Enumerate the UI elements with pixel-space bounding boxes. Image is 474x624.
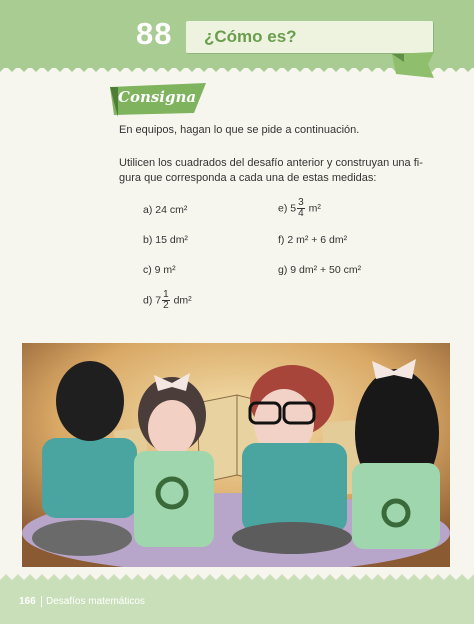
- instruction-line-3: gura que corresponda a cada una de estas medidas:: [119, 172, 377, 184]
- measure-e-numerator: 3: [298, 197, 304, 208]
- lesson-title-box: [186, 21, 433, 53]
- measure-e: [278, 198, 321, 219]
- measure-d-numerator: 1: [163, 289, 169, 300]
- measure-e-denominator: 4: [298, 208, 304, 219]
- book-title: Desafíos matemáticos: [46, 596, 145, 607]
- measure-a: a) 24 cm²: [143, 204, 188, 216]
- ribbon-tail-icon: [392, 52, 436, 80]
- children-reading-illustration: [22, 343, 450, 567]
- measure-e-prefix: e) 5: [278, 202, 297, 215]
- measure-d: [143, 290, 192, 311]
- lesson-title: ¿Cómo es?: [204, 27, 297, 46]
- footer-separator: [41, 596, 42, 607]
- measure-e-fraction: [297, 198, 305, 219]
- instruction-line-2: Utilicen los cuadrados del desafío anterior y construyan una fi-: [119, 157, 423, 169]
- measure-b: b) 15 dm²: [143, 234, 188, 246]
- measure-e-unit: m²: [308, 202, 321, 215]
- measure-d-denominator: 2: [163, 300, 169, 311]
- measure-g: g) 9 dm² + 50 cm²: [278, 264, 362, 276]
- page-number: 166: [19, 596, 36, 607]
- measure-c: c) 9 m²: [143, 264, 176, 276]
- measure-f: f) 2 m² + 6 dm²: [278, 234, 348, 246]
- measure-d-fraction: [162, 290, 170, 311]
- lesson-number: 88: [136, 16, 173, 51]
- measure-d-prefix: d) 7: [143, 294, 162, 307]
- consigna-label: Consigna: [118, 88, 197, 106]
- measure-d-unit: dm²: [173, 294, 192, 307]
- instruction-line-1: En equipos, hagan lo que se pide a continuación.: [119, 124, 360, 136]
